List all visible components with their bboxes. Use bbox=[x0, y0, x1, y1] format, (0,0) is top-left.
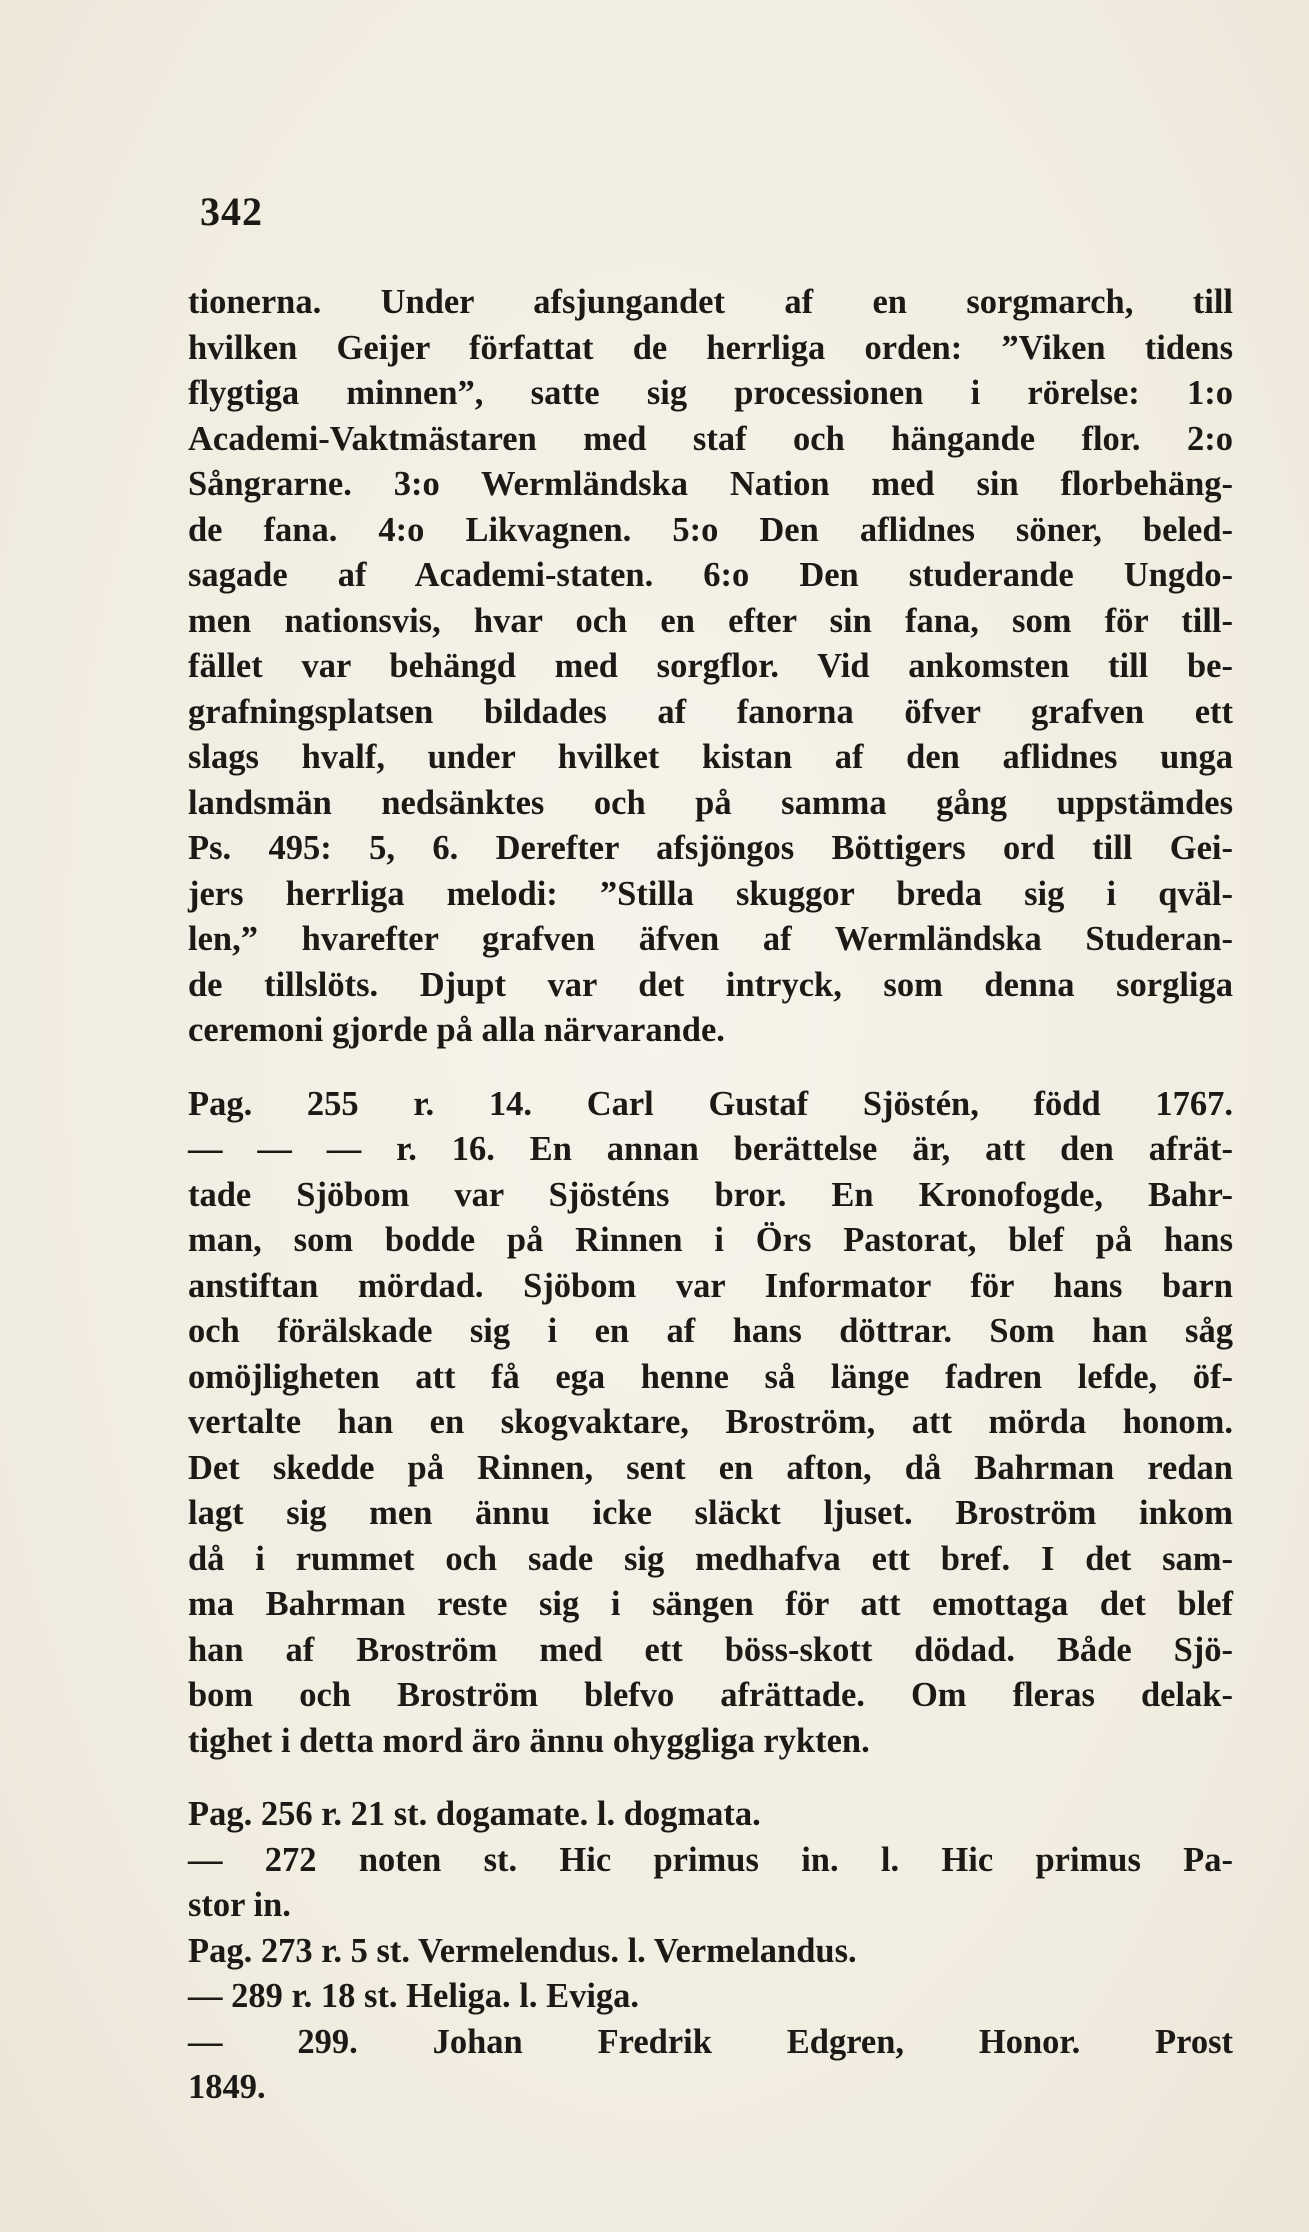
page-text bbox=[188, 280, 1233, 2111]
errata-list bbox=[188, 1792, 1233, 2111]
paragraph-sjosten-note bbox=[188, 1082, 1233, 1765]
text-line: landsmän nedsänktes och på samma gång uppstämdes bbox=[188, 783, 1233, 822]
errata-line: — 289 r. 18 st. Heliga. l. Eviga. bbox=[188, 1977, 640, 2015]
text-line: — — — r. 16. En annan berättelse är, att den afrät- bbox=[188, 1130, 1233, 1168]
text-line: sagade af Academi-staten. 6:o Den studerande Ungdo- bbox=[188, 556, 1233, 594]
errata-line: stor in. bbox=[188, 1886, 291, 1924]
text-line: tade Sjöbom var Sjösténs bror. En Kronofogde, Bahr- bbox=[188, 1175, 1233, 1214]
text-line: flygtiga minnen”, satte sig processionen i rörelse: 1:o bbox=[188, 374, 1233, 412]
errata-line: — 272 noten st. Hic primus in. l. Hic primus Pa- bbox=[188, 1840, 1233, 1879]
text-line: de fana. 4:o Likvagnen. 5:o Den aflidnes söner, beled- bbox=[188, 510, 1233, 549]
text-line: bom och Broström blefvo afrättade. Om fleras delak- bbox=[188, 1676, 1233, 1714]
text-line: lagt sig men ännu icke släckt ljuset. Broström inkom bbox=[188, 1494, 1233, 1532]
text-line: slags hvalf, under hvilket kistan af den aflidnes unga bbox=[188, 738, 1233, 776]
page-number: 342 bbox=[200, 189, 263, 234]
errata-line: 1849. bbox=[188, 2068, 266, 2106]
text-line: man, som bodde på Rinnen i Örs Pastorat, blef på hans bbox=[188, 1221, 1233, 1259]
errata-line: — 299. Johan Fredrik Edgren, Honor. Prost bbox=[188, 2022, 1233, 2061]
paragraph-gap bbox=[188, 1054, 1233, 1082]
paragraph-procession bbox=[188, 280, 1233, 1054]
text-line: han af Broström med ett böss-skott dödad. Både Sjö- bbox=[188, 1630, 1233, 1669]
text-line: omöjligheten att få ega henne så länge fadren lefde, öf- bbox=[188, 1357, 1233, 1396]
text-line: vertalte han en skogvaktare, Broström, att mörda honom. bbox=[188, 1403, 1233, 1441]
errata-line: Pag. 256 r. 21 st. dogamate. l. dogmata. bbox=[188, 1795, 761, 1833]
text-line: jers herrliga melodi: ”Stilla skuggor breda sig i qväl- bbox=[188, 874, 1233, 913]
text-line: Academi-Vaktmästaren med staf och hängande flor. 2:o bbox=[188, 419, 1233, 458]
text-line: hvilken Geijer författat de herrliga orden: ”Viken tidens bbox=[188, 328, 1233, 367]
text-line: Det skedde på Rinnen, sent en afton, då Bahrman redan bbox=[188, 1448, 1233, 1487]
text-line: och förälskade sig i en af hans döttrar. Som han såg bbox=[188, 1312, 1233, 1350]
text-line: fället var behängd med sorgflor. Vid ankomsten till be- bbox=[188, 647, 1233, 685]
text-line: anstiftan mördad. Sjöbom var Informator för hans barn bbox=[188, 1266, 1233, 1305]
paragraph-gap bbox=[188, 1764, 1233, 1792]
text-line: tionerna. Under afsjungandet af en sorgmarch, till bbox=[188, 283, 1233, 321]
text-line: ceremoni gjorde på alla närvarande. bbox=[188, 1011, 725, 1049]
text-line: tighet i detta mord äro ännu ohyggliga rykten. bbox=[188, 1721, 870, 1760]
text-line: len,” hvarefter grafven äfven af Wermländska Studeran- bbox=[188, 920, 1233, 958]
text-line: Ps. 495: 5, 6. Derefter afsjöngos Böttigers ord till Gei- bbox=[188, 829, 1233, 867]
text-line: Pag. 255 r. 14. Carl Gustaf Sjöstén, född 1767. bbox=[188, 1084, 1233, 1123]
text-line: då i rummet och sade sig medhafva ett bref. I det sam- bbox=[188, 1539, 1233, 1578]
text-line: ma Bahrman reste sig i sängen för att emottaga det blef bbox=[188, 1585, 1233, 1623]
text-line: Sångrarne. 3:o Wermländska Nation med sin florbehäng- bbox=[188, 465, 1233, 503]
text-line: de tillslöts. Djupt var det intryck, som denna sorgliga bbox=[188, 965, 1233, 1004]
text-line: men nationsvis, hvar och en efter sin fana, som för till- bbox=[188, 601, 1233, 640]
text-line: grafningsplatsen bildades af fanorna öfver grafven ett bbox=[188, 692, 1233, 731]
errata-line: Pag. 273 r. 5 st. Vermelendus. l. Vermelandus. bbox=[188, 1931, 857, 1970]
